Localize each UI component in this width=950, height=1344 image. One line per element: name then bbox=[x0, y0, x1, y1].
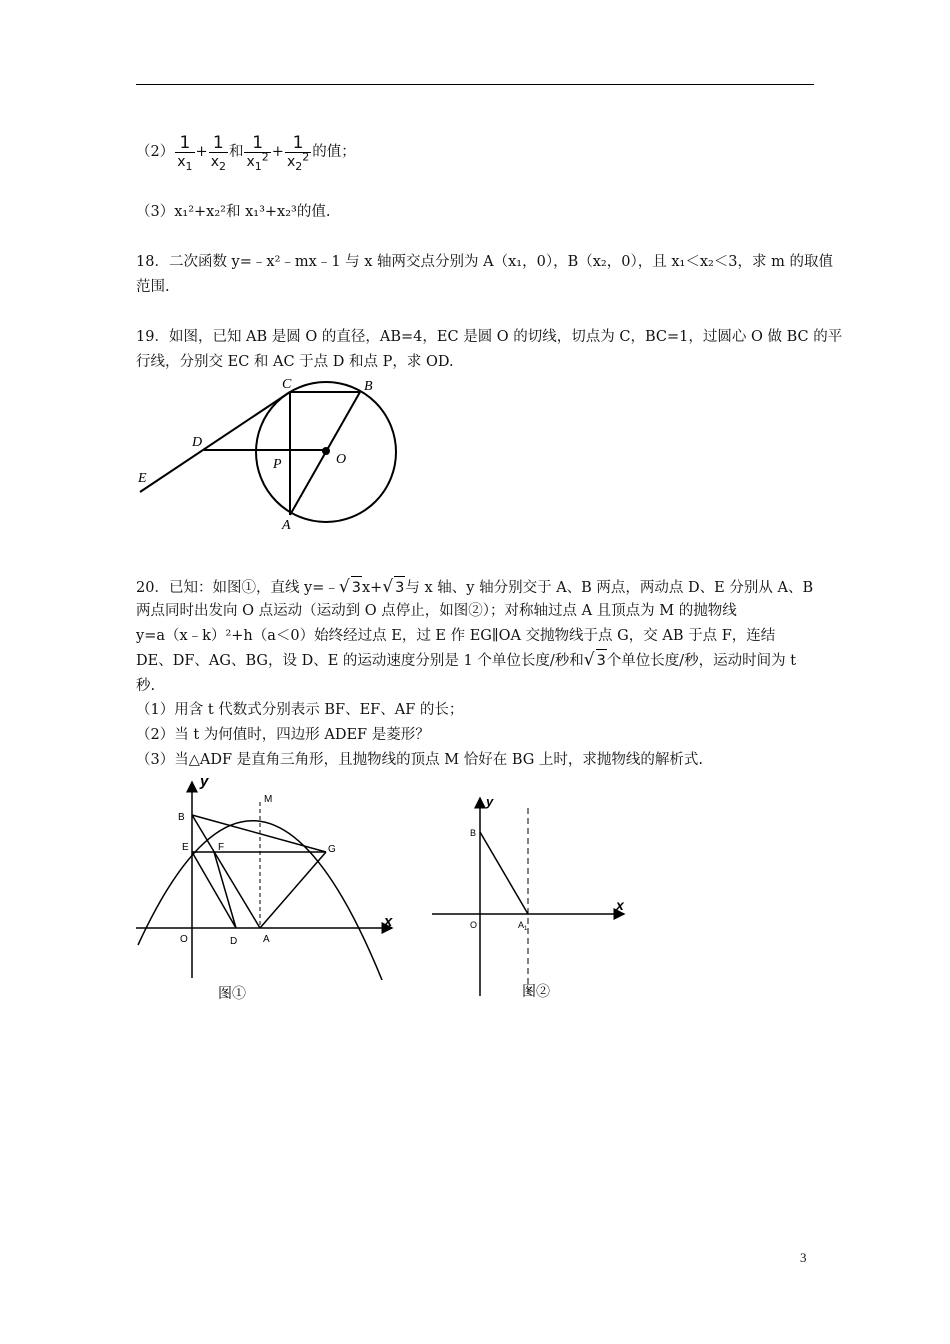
q17-part2: （2） $\frac{1}{x_1}$ + $\frac{1}{x_2}$ 和 $\frac{1}{x_1^2}$ + $\frac{1}{x_2^2}$ 的值； bbox=[136, 132, 356, 173]
q20-line2: 两点同时出发向 O 点运动（运动到 O 点停止，如图②）；对称轴过点 A 且顶点为 M 的抛物线 bbox=[136, 603, 737, 619]
sqrt-3: 3 bbox=[351, 576, 362, 599]
q20-line5: 秒. bbox=[136, 678, 156, 694]
q20-figure-2 bbox=[430, 790, 640, 1010]
label-a: $A_1$ bbox=[518, 920, 528, 932]
fraction-1-over-x2: $\frac{1}{x_2}$ bbox=[210, 132, 226, 173]
label-x: x bbox=[384, 913, 393, 930]
label-o: O bbox=[470, 920, 478, 930]
label-e: E bbox=[138, 471, 147, 486]
label-f: F bbox=[218, 842, 225, 853]
label-a: A bbox=[282, 518, 291, 533]
page-number: 3 bbox=[800, 1250, 807, 1265]
label-b: B bbox=[364, 379, 373, 394]
label-p: P bbox=[273, 457, 282, 472]
label-m: M bbox=[264, 794, 273, 805]
q20-line1: 20．已知：如图①，直线 y=﹣√ 3x+√ 3与 x 轴、y 轴分别交于 A、B 两点，两动点 D、E 分别从 A、B bbox=[136, 577, 814, 597]
tangent-line-ec bbox=[140, 392, 290, 492]
sqrt-3: 3 bbox=[596, 649, 607, 672]
q20-figure-1 bbox=[130, 770, 410, 1010]
label-a: A bbox=[263, 934, 270, 945]
q19-circle-figure bbox=[130, 370, 420, 540]
label-d: D bbox=[230, 936, 238, 947]
segment-ba bbox=[480, 832, 528, 914]
label-b: B bbox=[470, 828, 477, 838]
label-x: x bbox=[616, 897, 624, 913]
q20-part2: （2）当 t 为何值时，四边形 ADEF 是菱形？ bbox=[136, 727, 430, 743]
q17-part2-prefix: （2） bbox=[136, 144, 175, 160]
header-rule bbox=[136, 84, 814, 85]
label-d: D bbox=[192, 435, 203, 450]
q19-line2: 行线，分别交 EC 和 AC 于点 D 和点 P，求 OD. bbox=[136, 354, 454, 370]
q20-part3: （3）当△ADF 是直角三角形，且抛物线的顶点 M 恰好在 BG 上时，求抛物线的解析式. bbox=[136, 752, 704, 768]
label-o: O bbox=[180, 934, 188, 945]
label-c: C bbox=[282, 377, 292, 392]
label-e: E bbox=[182, 842, 189, 853]
label-y: y bbox=[200, 773, 209, 790]
segment-fd bbox=[214, 852, 236, 928]
caption-figure-1: 图① bbox=[218, 985, 246, 1001]
label-y: y bbox=[486, 794, 494, 809]
q20-line3: y=a（x﹣k）²+h（a＜0）始终经过点 E，过 E 作 EG∥OA 交抛物线于点 G，交 AB 于点 F，连结 bbox=[136, 628, 776, 644]
q18-line1: 18．二次函数 y=﹣x²﹣mx﹣1 与 x 轴两交点分别为 A（x₁，0），B（x₂，0），且 x₁＜x₂＜3，求 m 的取值 bbox=[136, 254, 833, 270]
fraction-1-over-x1: $\frac{1}{x_1}$ bbox=[177, 132, 193, 173]
q17-part3: （3）x₁²+x₂²和 x₁³+x₂³的值. bbox=[136, 204, 331, 220]
fraction-1-over-x2-squared: $\frac{1}{x_2^2}$ bbox=[286, 132, 310, 173]
fraction-1-over-x1-squared: $\frac{1}{x_1^2}$ bbox=[246, 132, 269, 173]
q20-line4: DE、DF、AG、BG，设 D、E 的运动速度分别是 1 个单位长度/秒和√ 3个单位长度/秒，运动时间为 t bbox=[136, 650, 797, 670]
q19-line1: 19．如图，已知 AB 是圆 O 的直径，AB=4，EC 是圆 O 的切线，切点为 C，BC=1，过圆心 O 做 BC 的平 bbox=[136, 329, 843, 345]
segment-ed bbox=[192, 852, 236, 928]
label-g: G bbox=[328, 844, 336, 855]
q17-part2-suffix: 的值； bbox=[312, 144, 356, 160]
q20-part1: （1）用含 t 代数式分别表示 BF、EF、AF 的长； bbox=[136, 702, 464, 718]
center-point-o bbox=[322, 447, 330, 455]
segment-ga bbox=[260, 852, 326, 928]
q18-line2: 范围. bbox=[136, 279, 170, 295]
label-o: O bbox=[336, 452, 347, 467]
label-b: B bbox=[178, 812, 185, 823]
caption-figure-2: 图② bbox=[522, 983, 550, 999]
sqrt-3: 3 bbox=[394, 576, 405, 599]
